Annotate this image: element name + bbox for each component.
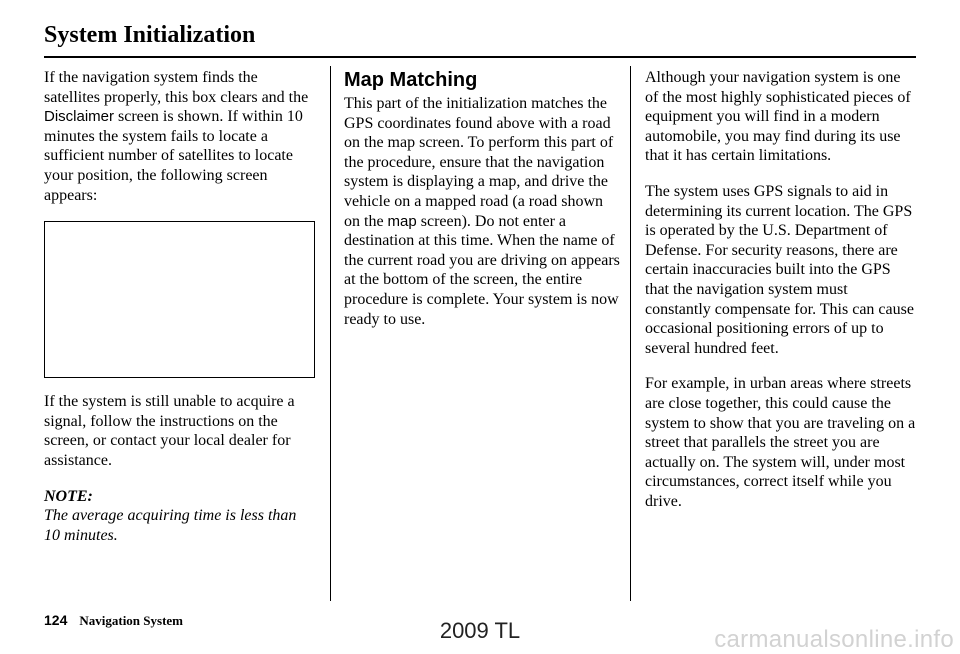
page-title: System Initialization	[44, 22, 256, 48]
map-matching-paragraph: This part of the initialization matches the GPS coordinates found above with a road on the map screen. To perform this part of the procedure, ensure that the navigation system is displaying a map, and drive the vehicle on a mapped road (a road shown on the map screen). Do not enter a destination at this time. When the name of the current road you are driving on appears at the bottom of the screen, the entire procedure is complete. Your system is now ready to use.	[344, 95, 620, 328]
watermark: carmanualsonline.info	[714, 626, 954, 653]
column-middle	[344, 68, 622, 345]
section-heading: Map Matching	[344, 69, 478, 91]
limitations-paragraph: Although your navigation system is one of the most highly sophisticated pieces of equipment you will find in a modern automobile, you may find during its use that it has certain limitations.	[645, 69, 911, 165]
column-right	[645, 68, 917, 527]
column-divider-right	[630, 66, 631, 601]
column-left	[44, 68, 316, 545]
signal-paragraph: If the system is still unable to acquire a signal, follow the instructions on the screen, or contact your local dealer for assistance.	[44, 393, 295, 469]
column-divider-left	[330, 66, 331, 601]
page-number: 124	[44, 612, 68, 628]
screen-image-placeholder	[44, 221, 315, 378]
note-text: The average acquiring time is less than 10 minutes.	[44, 507, 297, 544]
intro-paragraph: If the navigation system finds the satellites properly, this box clears and the Disclaimer screen is shown. If within 10 minutes the system fails to locate a sufficient number of satellites to locate your position, the following screen appears:	[44, 69, 309, 204]
gps-paragraph: The system uses GPS signals to aid in determining its current location. The GPS is operated by the U.S. Department of Defense. For security reasons, there are certain inaccuracies built into the GPS that the navigation system must constantly compensate for. This can cause occasional positioning errors of up to several hundred feet.	[645, 182, 914, 357]
example-paragraph: For example, in urban areas where streets are close together, this could cause the system to show that you are traveling on a street that parallels the street you are actually on. The system will, under most circumstances, correct itself while you drive.	[645, 375, 916, 510]
note	[44, 487, 316, 546]
map-screen-name: map	[387, 212, 417, 230]
title-rule	[44, 56, 916, 58]
footer-section: Navigation System	[79, 613, 183, 628]
disclaimer-screen-name: Disclaimer	[44, 108, 115, 126]
model-label: 2009 TL	[439, 618, 521, 643]
note-label: NOTE:	[44, 487, 93, 505]
